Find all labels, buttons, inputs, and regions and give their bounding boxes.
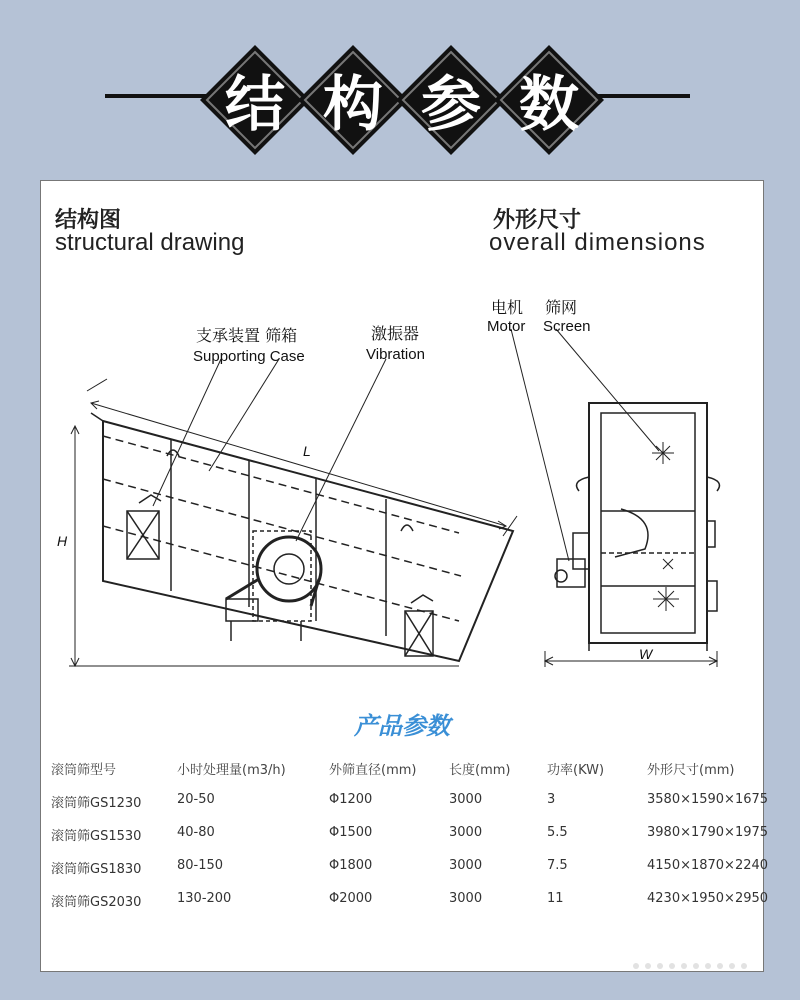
support-label-cn: 支承装置 筛箱 bbox=[196, 326, 298, 345]
decorative-dots bbox=[631, 961, 751, 971]
support-label-en: Supporting Case bbox=[193, 348, 305, 365]
table-cell: 3000 bbox=[449, 858, 483, 873]
table-cell: 滚筒筛GS1530 bbox=[51, 829, 142, 844]
vibration-label-en: Vibration bbox=[366, 346, 425, 363]
structural-title-en: structural drawing bbox=[55, 229, 245, 256]
banner-diamond-2 bbox=[298, 45, 408, 155]
banner-diamond-4 bbox=[494, 45, 604, 155]
table-cell: 11 bbox=[547, 891, 564, 906]
params-table bbox=[51, 759, 769, 924]
table-header-row bbox=[51, 759, 761, 792]
table-cell: Φ1500 bbox=[329, 825, 373, 840]
table-cell: 4150×1870×2240 bbox=[647, 858, 769, 873]
table-row bbox=[51, 825, 769, 858]
table-cell: 4230×1950×2950 bbox=[647, 891, 769, 906]
table-cell: 3580×1590×1675 bbox=[647, 792, 769, 807]
table-cell: 7.5 bbox=[547, 858, 568, 873]
banner-diamond-1 bbox=[200, 45, 310, 155]
table-cell: 5.5 bbox=[547, 825, 568, 840]
table-cell: 3000 bbox=[449, 891, 483, 906]
front-view bbox=[511, 329, 719, 667]
banner-char: 结 bbox=[225, 70, 285, 140]
table-cell: 滚筒筛GS1830 bbox=[51, 862, 142, 877]
table-cell: 3000 bbox=[449, 825, 483, 840]
table-cell: 3000 bbox=[449, 792, 483, 807]
technical-drawing bbox=[41, 181, 763, 691]
table-row bbox=[51, 891, 769, 924]
dimension-L: L bbox=[303, 443, 311, 459]
table-cell: 20-50 bbox=[177, 792, 215, 807]
table-row bbox=[51, 792, 769, 825]
table-cell: Φ1200 bbox=[329, 792, 373, 807]
banner-line-left bbox=[105, 94, 215, 98]
motor-label-en: Motor bbox=[487, 318, 526, 335]
table-cell: 130-200 bbox=[177, 891, 232, 906]
column-header: 外筛直径(mm) bbox=[329, 763, 417, 778]
spec-panel bbox=[40, 180, 769, 972]
params-title: 产品参数 bbox=[354, 712, 450, 740]
side-view bbox=[69, 359, 517, 666]
dimension-H: H bbox=[57, 533, 68, 549]
table-cell: Φ1800 bbox=[329, 858, 373, 873]
table-cell: 滚筒筛GS2030 bbox=[51, 895, 142, 910]
table-cell: 80-150 bbox=[177, 858, 224, 873]
overall-title-en: overall dimensions bbox=[489, 229, 706, 256]
column-header: 滚筒筛型号 bbox=[51, 763, 117, 778]
table-cell: 3 bbox=[547, 792, 556, 807]
table-cell: Φ2000 bbox=[329, 891, 373, 906]
column-header: 外形尺寸(mm) bbox=[647, 763, 735, 778]
dimension-W: W bbox=[639, 646, 653, 662]
column-header: 长度(mm) bbox=[449, 763, 511, 778]
screen-label-cn: 筛网 bbox=[545, 298, 578, 317]
table-row bbox=[51, 858, 769, 891]
table-cell: 滚筒筛GS1230 bbox=[51, 796, 142, 811]
column-header: 小时处理量(m3/h) bbox=[177, 763, 286, 778]
banner-char: 数 bbox=[519, 70, 579, 140]
banner-char: 参 bbox=[421, 70, 481, 140]
screen-label-en: Screen bbox=[543, 318, 591, 335]
motor-label-cn: 电机 bbox=[491, 298, 524, 317]
column-header: 功率(KW) bbox=[547, 763, 605, 778]
banner-diamond-3 bbox=[396, 45, 506, 155]
table-cell: 40-80 bbox=[177, 825, 215, 840]
table-cell: 3980×1790×1975 bbox=[647, 825, 769, 840]
overall-title-cn: 外形尺寸 bbox=[493, 208, 582, 233]
banner-char: 构 bbox=[323, 70, 383, 140]
structural-title-cn: 结构图 bbox=[55, 208, 122, 233]
vibration-label-cn: 激振器 bbox=[371, 324, 420, 343]
